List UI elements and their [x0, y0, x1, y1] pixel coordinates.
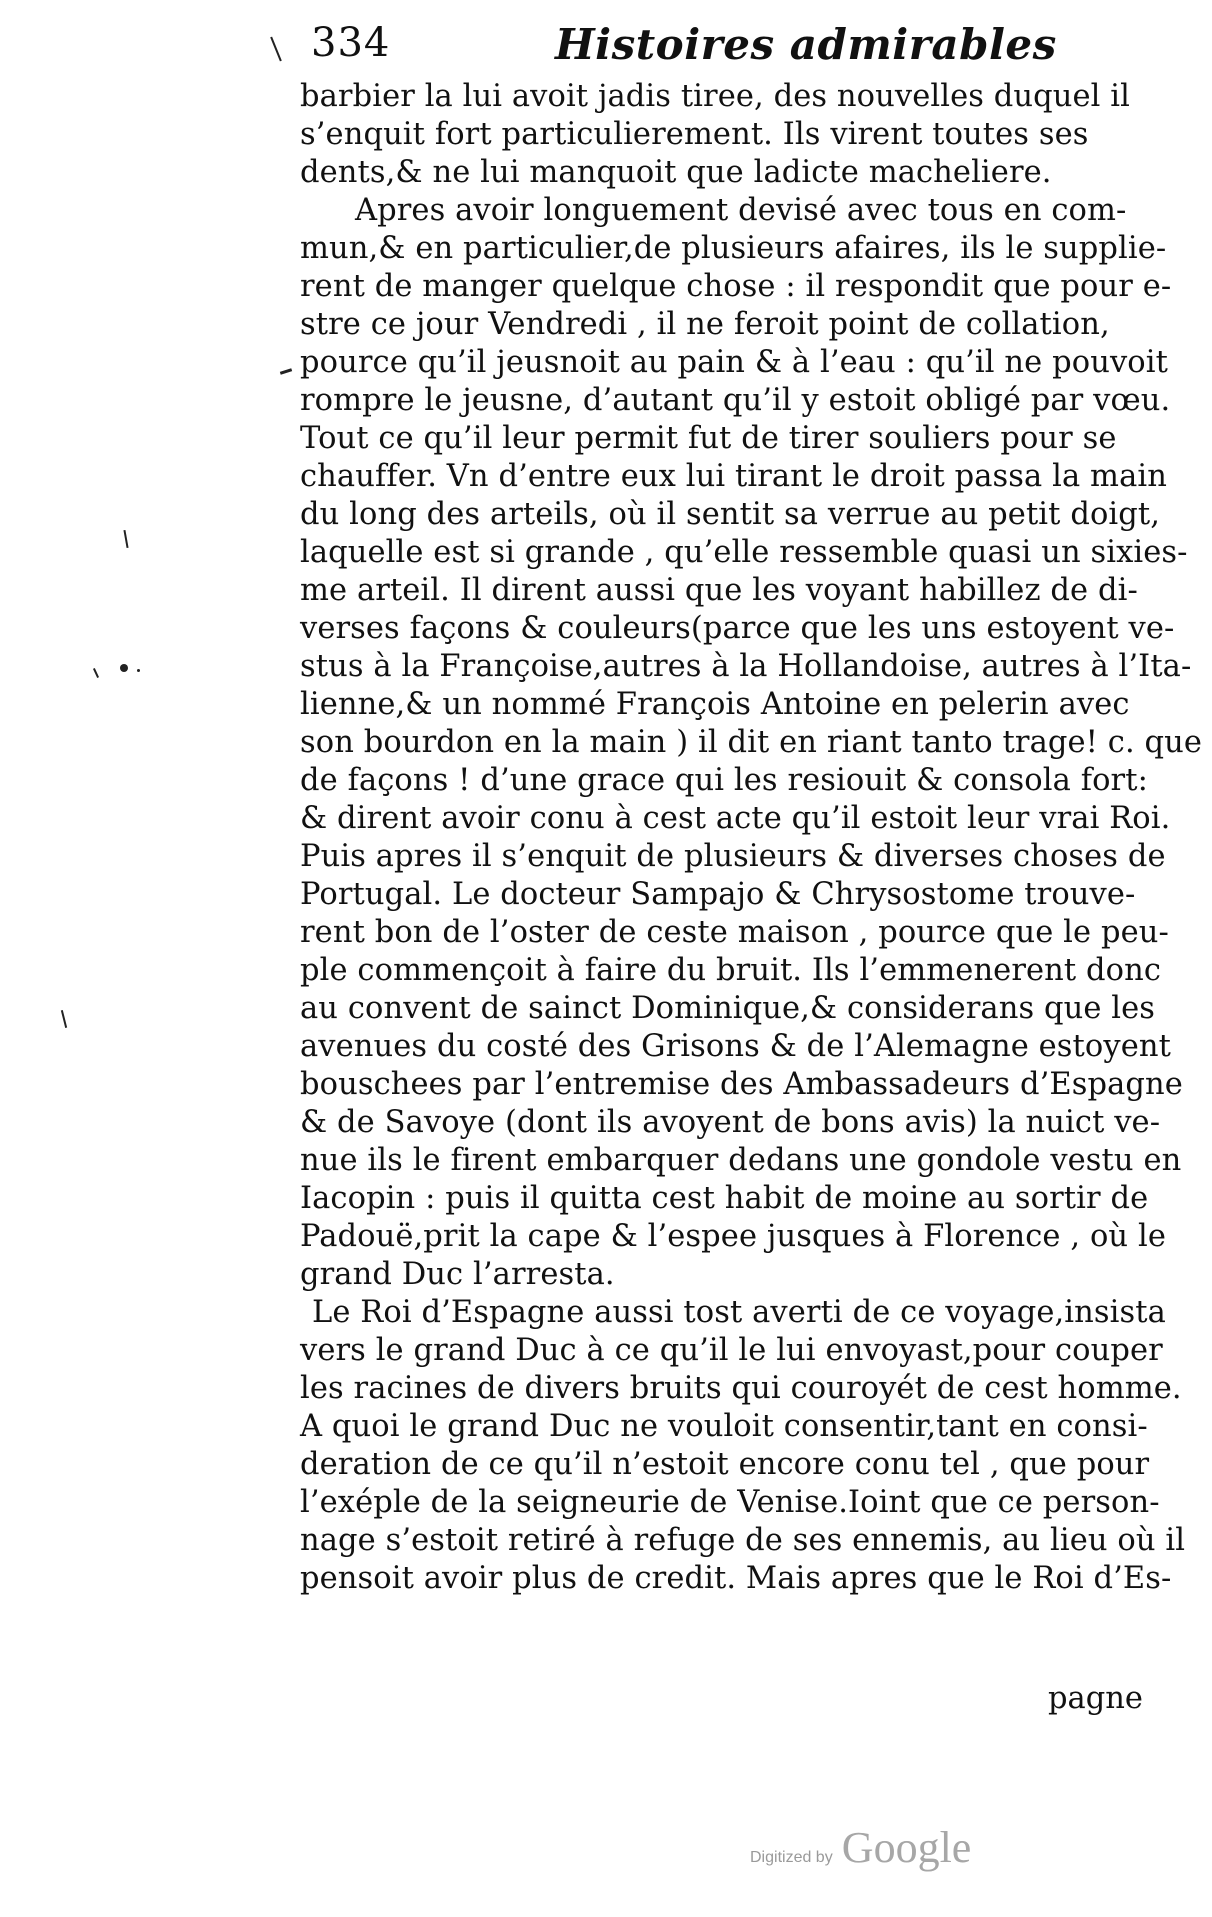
text-line-30: Iacopin : puis il quitta cest habit de moine au sortir de: [300, 1181, 1149, 1216]
text-line-10: Tout ce qu’il leur permit fut de tirer souliers pour se: [300, 421, 1117, 456]
running-title: Histoires admirables: [555, 20, 1057, 69]
text-line-5: mun,& en particulier,de plusieurs afaires, ils le supplie-: [300, 231, 1167, 266]
margin-dash-mark: [280, 368, 292, 375]
text-line-6: rent de manger quelque chose : il respondit que pour e-: [300, 269, 1172, 304]
text-line-3: dents,& ne lui manquoit que ladicte macheliere.: [300, 155, 1052, 190]
text-line-9: rompre le jeusne, d’autant qu’il y estoit obligé par vœu.: [300, 383, 1171, 418]
text-line-28: & de Savoye (dont ils avoyent de bons avis) la nuict ve-: [300, 1105, 1161, 1140]
text-line-39: nage s’estoit retiré à refuge de ses ennemis, au lieu où il: [300, 1523, 1186, 1558]
text-line-11: chauffer. Vn d’entre eux lui tirant le droit passa la main: [300, 459, 1167, 494]
text-line-25: au convent de sainct Dominique,& considerans que les: [300, 991, 1156, 1026]
digitized-by-google-watermark: [750, 1822, 971, 1873]
text-line-33: Le Roi d’Espagne aussi tost averti de ce voyage,insista: [312, 1295, 1166, 1330]
text-line-40: pensoit avoir plus de credit. Mais apres que le Roi d’Es-: [300, 1561, 1172, 1596]
text-line-15: verses façons & couleurs(parce que les uns estoyent ve-: [300, 611, 1175, 646]
page-number: 334: [311, 20, 391, 66]
margin-tick-mark: [93, 668, 99, 678]
text-line-18: son bourdon en la main ) il dit en riant tanto trage! c. que: [300, 725, 1203, 760]
text-line-13: laquelle est si grande , qu’elle ressemble quasi un sixies-: [300, 535, 1188, 570]
text-line-14: me arteil. Il dirent aussi que les voyant habillez de di-: [300, 573, 1138, 608]
text-line-20: & dirent avoir conu à cest acte qu’il estoit leur vrai Roi.: [300, 801, 1171, 836]
margin-tick-mark: [123, 530, 128, 548]
margin-tick-mark: [61, 1010, 67, 1028]
text-line-1: barbier la lui avoit jadis tiree, des nouvelles duquel il: [300, 79, 1131, 114]
digitized-label: Digitized by: [750, 1849, 833, 1866]
text-line-8: pource qu’il jeusnoit au pain & à l’eau : qu’il ne pouvoit: [300, 345, 1168, 380]
text-line-36: A quoi le grand Duc ne vouloit consentir,tant en consi-: [300, 1409, 1148, 1444]
text-line-17: lienne,& un nommé François Antoine en pelerin avec: [300, 687, 1130, 722]
margin-dot-mark: [137, 669, 140, 672]
text-line-24: ple commençoit à faire du bruit. Ils l’emmenerent donc: [300, 953, 1162, 988]
text-line-7: stre ce jour Vendredi , il ne feroit point de collation,: [300, 307, 1110, 342]
text-line-31: Padouë,prit la cape & l’espee jusques à Florence , où le: [300, 1219, 1166, 1254]
text-line-4: Apres avoir longuement devisé avec tous en com-: [355, 193, 1127, 228]
text-line-37: deration de ce qu’il n’estoit encore conu tel , que pour: [300, 1447, 1150, 1482]
text-line-26: avenues du costé des Grisons & de l’Alemagne estoyent: [300, 1029, 1171, 1064]
text-line-2: s’enquit fort particulierement. Ils virent toutes ses: [300, 117, 1089, 152]
text-line-32: grand Duc l’arresta.: [300, 1257, 615, 1292]
text-line-27: bouschees par l’entremise des Ambassadeurs d’Espagne: [300, 1067, 1183, 1102]
text-line-35: les racines de divers bruits qui couroyét de cest homme.: [300, 1371, 1182, 1406]
text-line-22: Portugal. Le docteur Sampajo & Chrysostome trouve-: [300, 877, 1136, 912]
header-tick-mark: [270, 37, 282, 62]
google-logo: Google: [841, 1823, 972, 1872]
text-line-12: du long des arteils, où il sentit sa verrue au petit doigt,: [300, 497, 1161, 532]
text-line-38: l’exéple de la seigneurie de Venise.Ioint que ce person-: [300, 1485, 1160, 1520]
text-line-16: stus à la Françoise,autres à la Hollandoise, autres à l’Ita-: [300, 649, 1192, 684]
text-line-34: vers le grand Duc à ce qu’il le lui envoyast,pour couper: [300, 1333, 1163, 1368]
catchword: pagne: [1048, 1681, 1143, 1716]
text-line-23: rent bon de l’oster de ceste maison , pource que le peu-: [300, 915, 1169, 950]
text-line-21: Puis apres il s’enquit de plusieurs & diverses choses de: [300, 839, 1166, 874]
text-line-29: nue ils le firent embarquer dedans une gondole vestu en: [300, 1143, 1182, 1178]
page-header: [283, 20, 1163, 80]
margin-blot-mark: [120, 664, 128, 672]
text-line-19: de façons ! d’une grace qui les resiouit & consola fort:: [300, 763, 1148, 798]
